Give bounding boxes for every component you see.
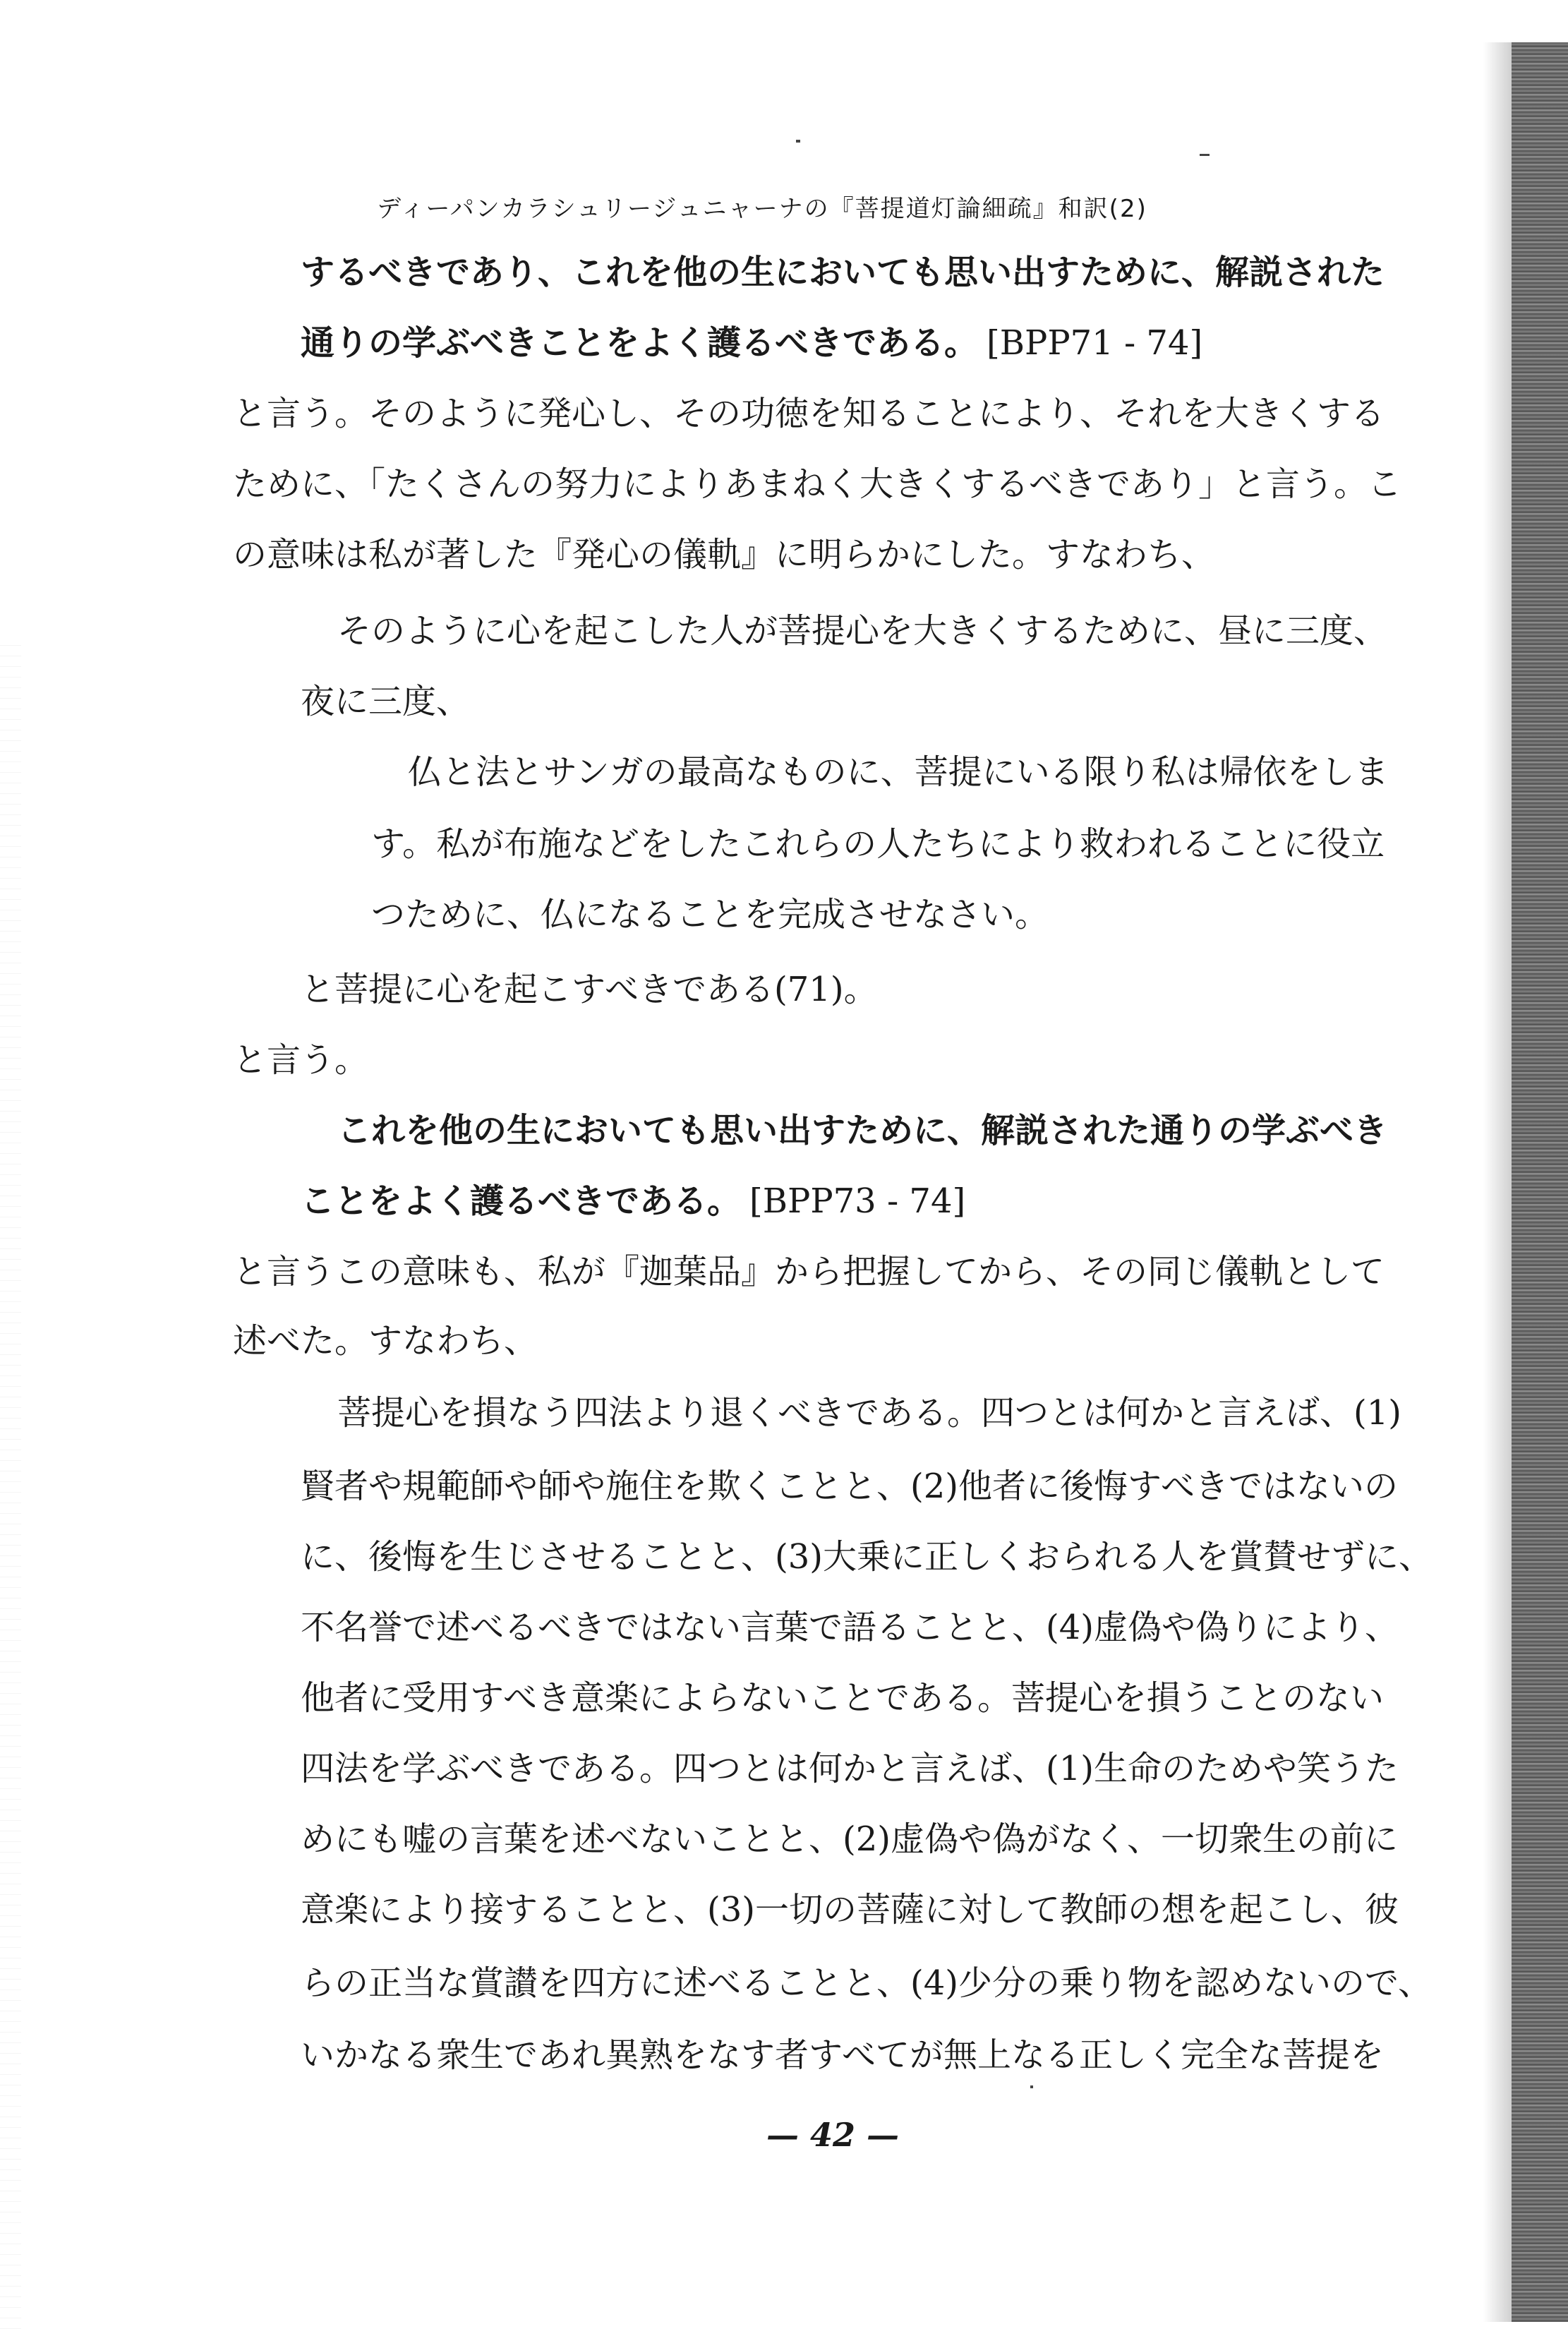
line-text: と言う。 [233,1040,369,1080]
line-text: 菩提心を損なう四法より退くべきである。四つとは何かと言えば、(1) [337,1393,1401,1433]
line-text: 四法を学ぶべきである。四つとは何かと言えば、(1)生命のためや笑うた [301,1749,1399,1788]
text-line [301,1887,1459,1932]
line-text: 賢者や規範師や師や施住を欺くことと、(2)他者に後悔すべきではないの [301,1467,1399,1506]
line-text: 述べた。すなわち、 [233,1321,538,1361]
text-line [337,1390,1459,1435]
scan-speck [1030,2085,1033,2088]
text-line [301,1605,1430,1650]
line-text: と菩提に心を起こすべきである(71)。 [301,970,878,1009]
line-text: らの正当な賞讃を四方に述べることと、(4)少分の乗り物を認めないので、 [301,1963,1433,2003]
text-line [337,1108,1459,1153]
text-line [301,1675,1459,1721]
scan-edge-fade [1483,42,1512,2322]
text-line [301,250,1458,295]
line-text: と言うこの意味も、私が『迦葉品』から把握してから、その同じ儀軌として [233,1252,1385,1292]
text-line [301,2033,1459,2078]
scan-speck [796,140,800,143]
line-text: に、後悔を生じさせることと、(3)大乗に正しくおられる人を賞賛せずに、 [301,1537,1433,1577]
text-line [233,462,1458,507]
text-line [301,1961,1459,2006]
text-line [233,391,1458,436]
citation: [BPP71 - 74] [987,323,1203,363]
running-header: ディーパンカラシュリージュニャーナの『菩提道灯論細疏』和訳(2) [377,195,1147,223]
line-text: めにも嘘の言葉を述べないことと、(2)虚偽や偽がなく、一切衆生の前に [301,1819,1399,1859]
scan-edge-shadow [1512,42,1568,2322]
scan-left-noise [0,635,21,2329]
text-line [301,1534,1459,1579]
text-line [233,1249,1458,1294]
text-line [301,1746,1459,1791]
line-text: 意楽により接することと、(3)一切の菩薩に対して教師の想を起こし、彼 [301,1890,1399,1929]
line-text: 通りの学ぶべきことをよく護るべきである。 [301,323,979,363]
text-line [371,892,1077,937]
line-text: これを他の生においても思い出すために、解説された通りの学ぶべき [337,1111,1388,1150]
text-line [371,821,1459,867]
line-text: ために、「たくさんの努力によりあまねく大きくするべきであり」と言う。こ [233,464,1402,504]
line-text: そのように心を起こした人が菩提心を大きくするために、昼に三度、 [337,611,1388,651]
text-line [301,1464,1459,1509]
line-text: 夜に三度、 [301,682,471,721]
text-line [301,320,1211,366]
text-line [301,679,583,724]
line-text: いかなる衆生であれ異熟をなす者すべてが無上なる正しく完全な菩提を [301,2035,1385,2075]
text-line [408,749,1459,795]
text-line [233,1037,374,1083]
line-text: つために、仏になることを完成させなさい。 [371,895,1049,934]
scan-speck [1200,154,1210,156]
line-text: するべきであり、これを他の生においても思い出すために、解説された [301,253,1385,292]
text-line [301,1179,1035,1224]
line-text: す。私が布施などをしたこれらの人たちにより救われることに役立 [371,824,1385,864]
line-text: 仏と法とサンガの最高なものに、菩提にいる限り私は帰依をしま [408,752,1389,792]
text-line [301,967,879,1012]
line-text: と言う。そのように発心し、その功徳を知ることにより、それを大きくする [233,394,1385,433]
text-line [301,1817,1459,1862]
line-text: ことをよく護るべきである。 [301,1181,742,1221]
line-text: 他者に受用すべき意楽によらないことである。菩提心を損うことのない [301,1678,1385,1718]
text-line [233,532,1221,577]
citation: [BPP73 - 74] [749,1181,966,1221]
line-text: 不名誉で述べるべきではない言葉で語ることと、(4)虚偽や偽りにより、 [301,1608,1399,1647]
text-line [337,608,1459,654]
page-number: — 42 — [766,2116,900,2154]
line-text: の意味は私が著した『発心の儀軌』に明らかにした。すなわち、 [233,535,1216,574]
text-line [233,1318,586,1363]
